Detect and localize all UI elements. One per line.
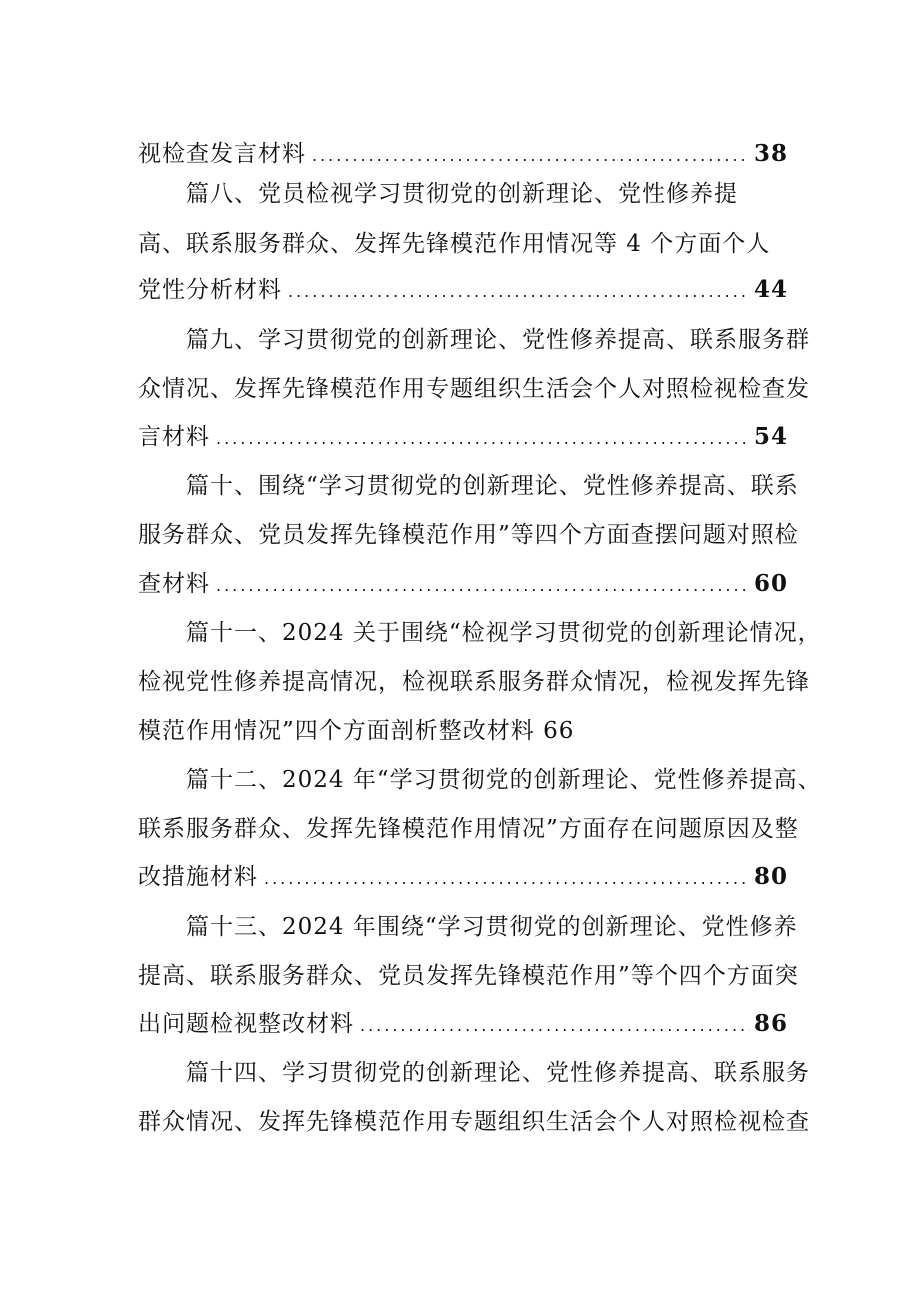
toc-entry-12-line-3 <box>138 862 788 892</box>
toc-leader-dots <box>216 424 750 454</box>
toc-entry-14-line-2: 群众情况、发挥先锋模范作用专题组织生活会个人对照检视检查 <box>138 1109 810 1135</box>
toc-entry-13-line-1: 篇十三、2024 年围绕“学习贯彻党的创新理论、党性修养 <box>186 914 798 940</box>
toc-entry-9-line-2: 众情况、发挥先锋模范作用专题组织生活会个人对照检视检查发 <box>138 376 810 402</box>
toc-entry-13-line-3 <box>138 1009 788 1039</box>
toc-text: 改措施材料 <box>138 864 258 890</box>
toc-entry-8-line-2: 高、联系服务群众、发挥先锋模范作用情况等 4 个方面个人 <box>138 231 771 257</box>
toc-entry-9-line-3 <box>138 422 788 452</box>
toc-text: 出问题检视整改材料 <box>138 1011 354 1037</box>
toc-entry-10-line-3 <box>138 569 788 599</box>
toc-text: 视检查发言材料 <box>138 141 306 167</box>
toc-page-number: 44 <box>753 276 788 303</box>
toc-entry-7-end <box>138 139 788 169</box>
toc-page-number: 86 <box>753 1010 788 1037</box>
toc-page-number: 54 <box>753 423 788 450</box>
toc-entry-11-line-3: 模范作用情况”四个方面剖析整改材料 66 <box>138 718 575 744</box>
toc-entry-11-line-2: 检视党性修养提高情况，检视联系服务群众情况，检视发挥先锋 <box>138 669 810 695</box>
toc-entry-10-line-1: 篇十、围绕“学习贯彻党的创新理论、党性修养提高、联系 <box>186 473 799 499</box>
toc-entry-11-line-1: 篇十一、2024 关于围绕“检视学习贯彻党的创新理论情况， <box>186 620 822 646</box>
toc-entry-12-line-1: 篇十二、2024 年“学习贯彻党的创新理论、党性修养提高、 <box>186 767 822 793</box>
toc-leader-dots <box>216 571 750 601</box>
toc-entry-14-line-1: 篇十四、学习贯彻党的创新理论、党性修养提高、联系服务 <box>186 1060 810 1086</box>
toc-page-number: 38 <box>753 140 788 167</box>
toc-entry-8-line-3 <box>138 275 788 305</box>
toc-entry-10-line-2: 服务群众、党员发挥先锋模范作用”等四个方面查摆问题对照检 <box>138 522 799 548</box>
toc-leader-dots <box>288 277 750 307</box>
toc-text: 党性分析材料 <box>138 277 282 303</box>
toc-text: 查材料 <box>138 571 210 597</box>
toc-page-number: 60 <box>753 570 788 597</box>
toc-entry-9-line-1: 篇九、学习贯彻党的创新理论、党性修养提高、联系服务群 <box>186 327 810 353</box>
toc-entry-13-line-2: 提高、联系服务群众、党员发挥先锋模范作用”等个四个方面突 <box>138 963 799 989</box>
toc-leader-dots <box>360 1011 750 1041</box>
toc-entry-12-line-2: 联系服务群众、发挥先锋模范作用情况”方面存在问题原因及整 <box>138 816 799 842</box>
toc-page-number: 80 <box>753 863 788 890</box>
toc-text: 言材料 <box>138 424 210 450</box>
toc-entry-8-line-1: 篇八、党员检视学习贯彻党的创新理论、党性修养提 <box>186 181 738 207</box>
toc-leader-dots <box>264 864 750 894</box>
toc-leader-dots <box>312 141 750 171</box>
